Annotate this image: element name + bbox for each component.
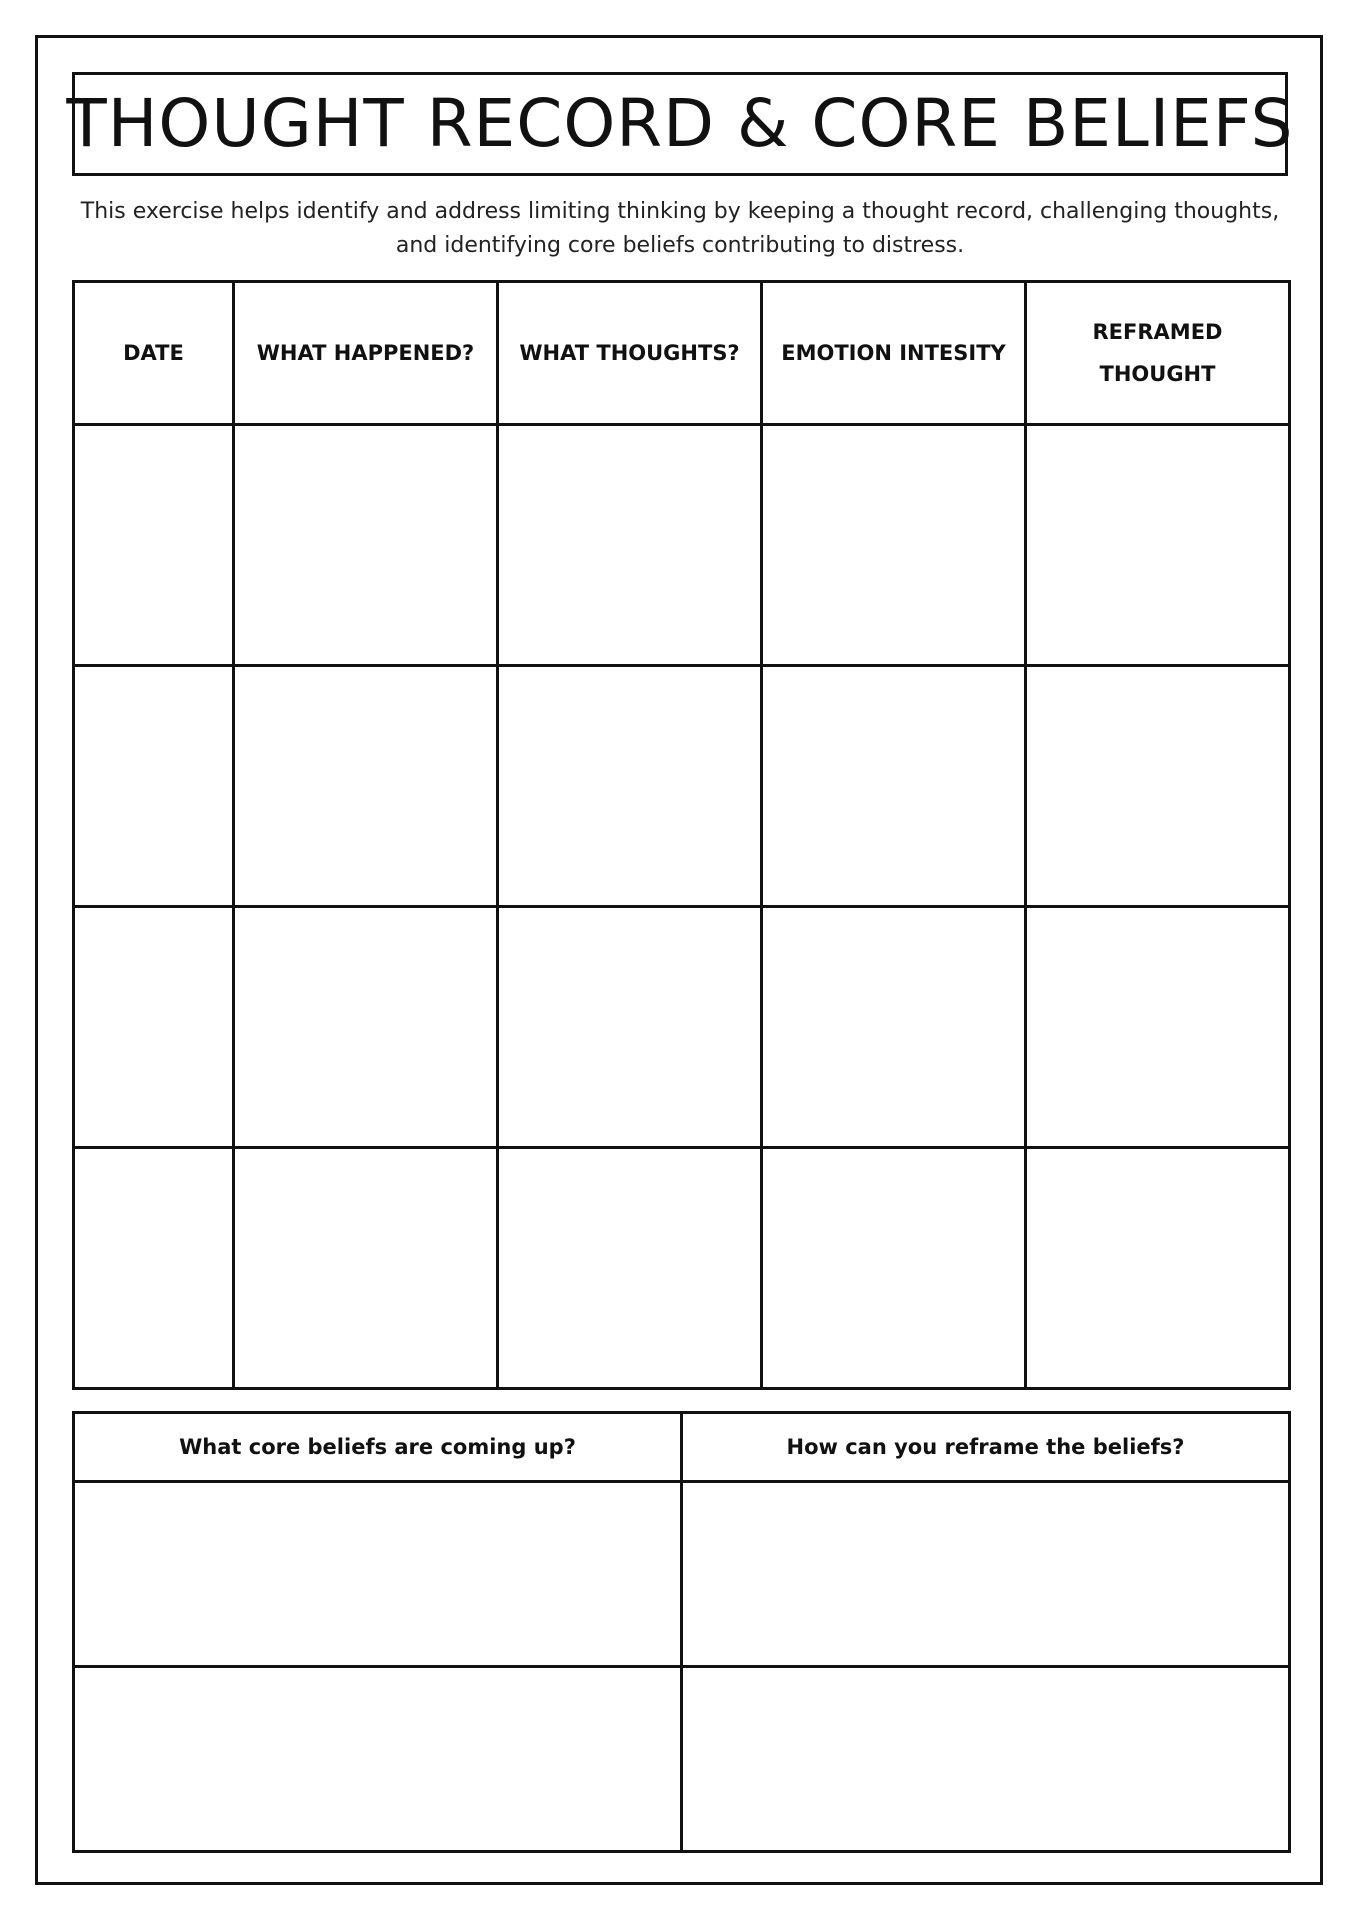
table-row <box>74 1667 1290 1852</box>
what-happened-cell[interactable] <box>234 425 498 666</box>
cell-text[interactable] <box>683 1668 1288 1850</box>
date-cell[interactable] <box>74 1148 234 1389</box>
emotion-intensity-cell[interactable] <box>762 425 1026 666</box>
cell-text[interactable] <box>763 426 1024 664</box>
table-row <box>74 1148 1290 1389</box>
cell-text[interactable] <box>235 667 496 905</box>
what-thoughts-cell[interactable] <box>498 907 762 1148</box>
table-row <box>74 425 1290 666</box>
cell-text[interactable] <box>499 667 760 905</box>
reframed-thought-cell[interactable] <box>1026 907 1290 1148</box>
cell-text[interactable] <box>683 1483 1288 1665</box>
title-box <box>66 72 1294 176</box>
cell-text[interactable] <box>1027 1149 1288 1387</box>
cell-text[interactable] <box>235 1149 496 1387</box>
header-core-beliefs: What core beliefs are coming up? <box>74 1413 682 1482</box>
date-cell[interactable] <box>74 907 234 1148</box>
cell-text[interactable] <box>499 1149 760 1387</box>
date-cell[interactable] <box>74 425 234 666</box>
header-emotion-intensity: EMOTION INTESITY <box>762 282 1026 425</box>
emotion-intensity-cell[interactable] <box>762 666 1026 907</box>
core-belief-cell[interactable] <box>74 1482 682 1667</box>
what-thoughts-cell[interactable] <box>498 666 762 907</box>
page-title: THOUGHT RECORD & CORE BELIEFS <box>66 85 1294 162</box>
reframe-belief-cell[interactable] <box>682 1482 1290 1667</box>
reframe-belief-cell[interactable] <box>682 1667 1290 1852</box>
cell-text[interactable] <box>75 426 232 664</box>
core-beliefs-table <box>72 1411 1291 1853</box>
cell-text[interactable] <box>235 426 496 664</box>
cell-text[interactable] <box>1027 426 1288 664</box>
cell-text[interactable] <box>75 1483 680 1665</box>
cell-text[interactable] <box>1027 667 1288 905</box>
reframed-thought-cell[interactable] <box>1026 666 1290 907</box>
emotion-intensity-cell[interactable] <box>762 907 1026 1148</box>
cell-text[interactable] <box>763 908 1024 1146</box>
thought-record-table <box>72 280 1291 1390</box>
header-reframe-beliefs: How can you reframe the beliefs? <box>682 1413 1290 1482</box>
what-happened-cell[interactable] <box>234 907 498 1148</box>
table-row <box>74 907 1290 1148</box>
cell-text[interactable] <box>75 667 232 905</box>
intro-text: This exercise helps identify and address limiting thinking by keeping a thought record, challenging thoughts, and identifying core beliefs contributing to distress. <box>80 199 1280 258</box>
cell-text[interactable] <box>499 426 760 664</box>
cell-text[interactable] <box>75 1149 232 1387</box>
what-thoughts-cell[interactable] <box>498 425 762 666</box>
beliefs-header-row <box>74 1413 1290 1482</box>
what-happened-cell[interactable] <box>234 1148 498 1389</box>
core-belief-cell[interactable] <box>74 1667 682 1852</box>
cell-text[interactable] <box>499 908 760 1146</box>
what-thoughts-cell[interactable] <box>498 1148 762 1389</box>
cell-text[interactable] <box>75 1668 680 1850</box>
reframed-thought-cell[interactable] <box>1026 425 1290 666</box>
what-happened-cell[interactable] <box>234 666 498 907</box>
header-what-thoughts: WHAT THOUGHTS? <box>498 282 762 425</box>
cell-text[interactable] <box>763 1149 1024 1387</box>
table-row <box>74 1482 1290 1667</box>
cell-text[interactable] <box>75 908 232 1146</box>
emotion-intensity-cell[interactable] <box>762 1148 1026 1389</box>
cell-text[interactable] <box>763 667 1024 905</box>
cell-text[interactable] <box>235 908 496 1146</box>
header-reframed-thought: REFRAMED THOUGHT <box>1026 282 1290 425</box>
table-header-row <box>74 282 1290 425</box>
cell-text[interactable] <box>1027 908 1288 1146</box>
date-cell[interactable] <box>74 666 234 907</box>
table-row <box>74 666 1290 907</box>
header-what-happened: WHAT HAPPENED? <box>234 282 498 425</box>
reframed-thought-cell[interactable] <box>1026 1148 1290 1389</box>
header-date: DATE <box>74 282 234 425</box>
